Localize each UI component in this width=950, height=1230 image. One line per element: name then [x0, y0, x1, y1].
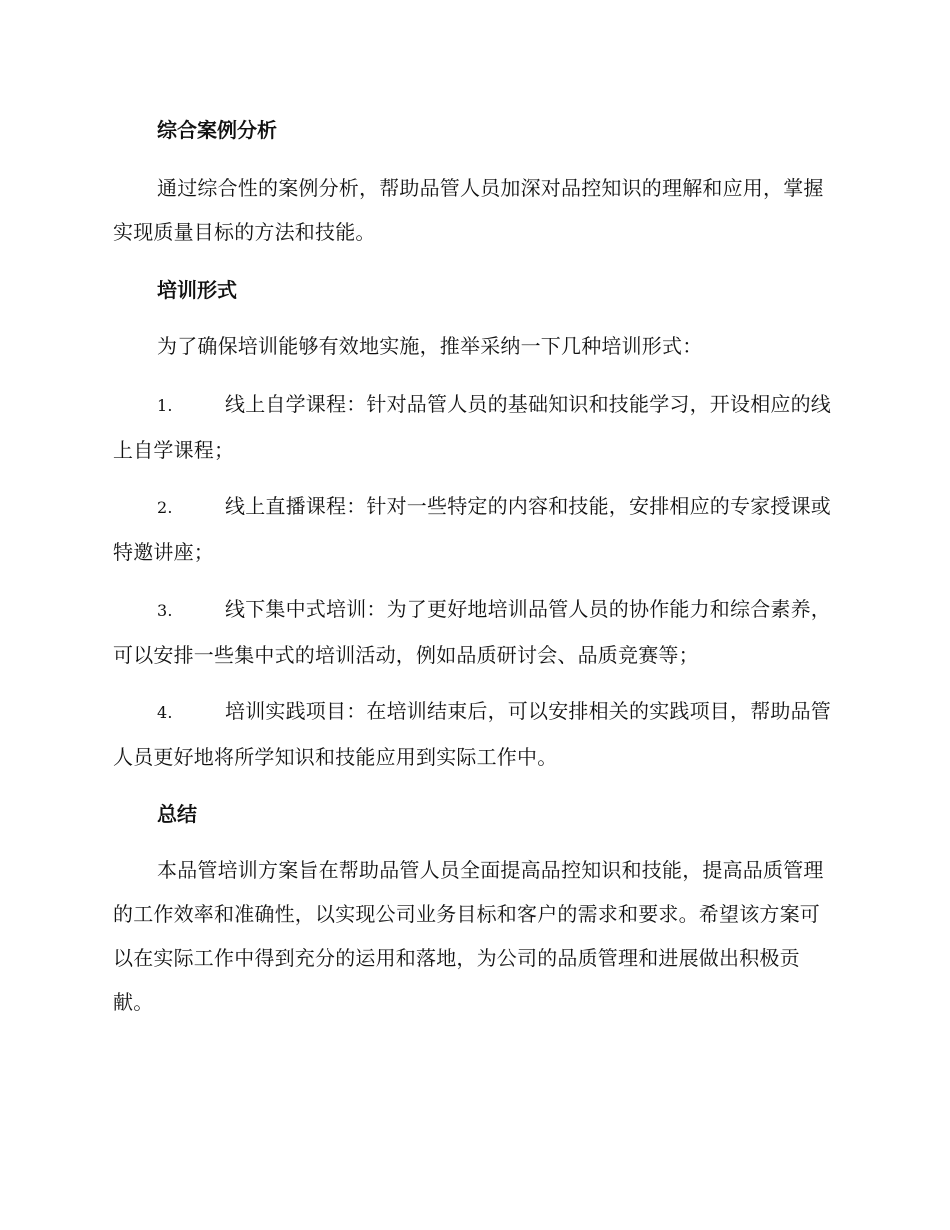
list-item [113, 382, 837, 472]
heading-summary: 总结 [157, 802, 197, 826]
list-number: 4. [157, 703, 173, 722]
heading-case-analysis: 综合案例分析 [157, 118, 277, 142]
list-number: 2. [157, 498, 173, 517]
paragraph-training-intro: 为了确保培训能够有效地实施，推举采纳一下几种培训形式： [157, 334, 703, 358]
list-text: 线上自学课程：针对品管人员的基础知识和技能学习，开设相应的线上自学课程； [113, 392, 831, 462]
list-text: 线上直播课程：针对一些特定的内容和技能，安排相应的专家授课或特邀讲座； [113, 494, 831, 564]
heading-training-format: 培训形式 [157, 278, 237, 302]
list-number: 1. [157, 396, 173, 415]
paragraph-case-analysis: 通过综合性的案例分析，帮助品管人员加深对品控知识的理解和应用，掌握实现质量目标的方法和技能。 [113, 176, 824, 244]
list-number: 3. [157, 601, 173, 620]
list-item [113, 689, 837, 779]
list-item [113, 587, 837, 677]
list-text: 线下集中式培训：为了更好地培训品管人员的协作能力和综合素养，可以安排一些集中式的培训活动，例如品质研讨会、品质竞赛等； [113, 597, 831, 667]
list-text: 培训实践项目：在培训结束后，可以安排相关的实践项目，帮助品管人员更好地将所学知识和技能应用到实际工作中。 [113, 699, 831, 769]
paragraph-summary: 本品管培训方案旨在帮助品管人员全面提高品控知识和技能，提高品质管理的工作效率和准确性，以实现公司业务目标和客户的需求和要求。希望该方案可以在实际工作中得到充分的运用和落地，为公司的品质管理和进展做出积极贡献。 [113, 858, 824, 1014]
list-item [113, 484, 837, 574]
